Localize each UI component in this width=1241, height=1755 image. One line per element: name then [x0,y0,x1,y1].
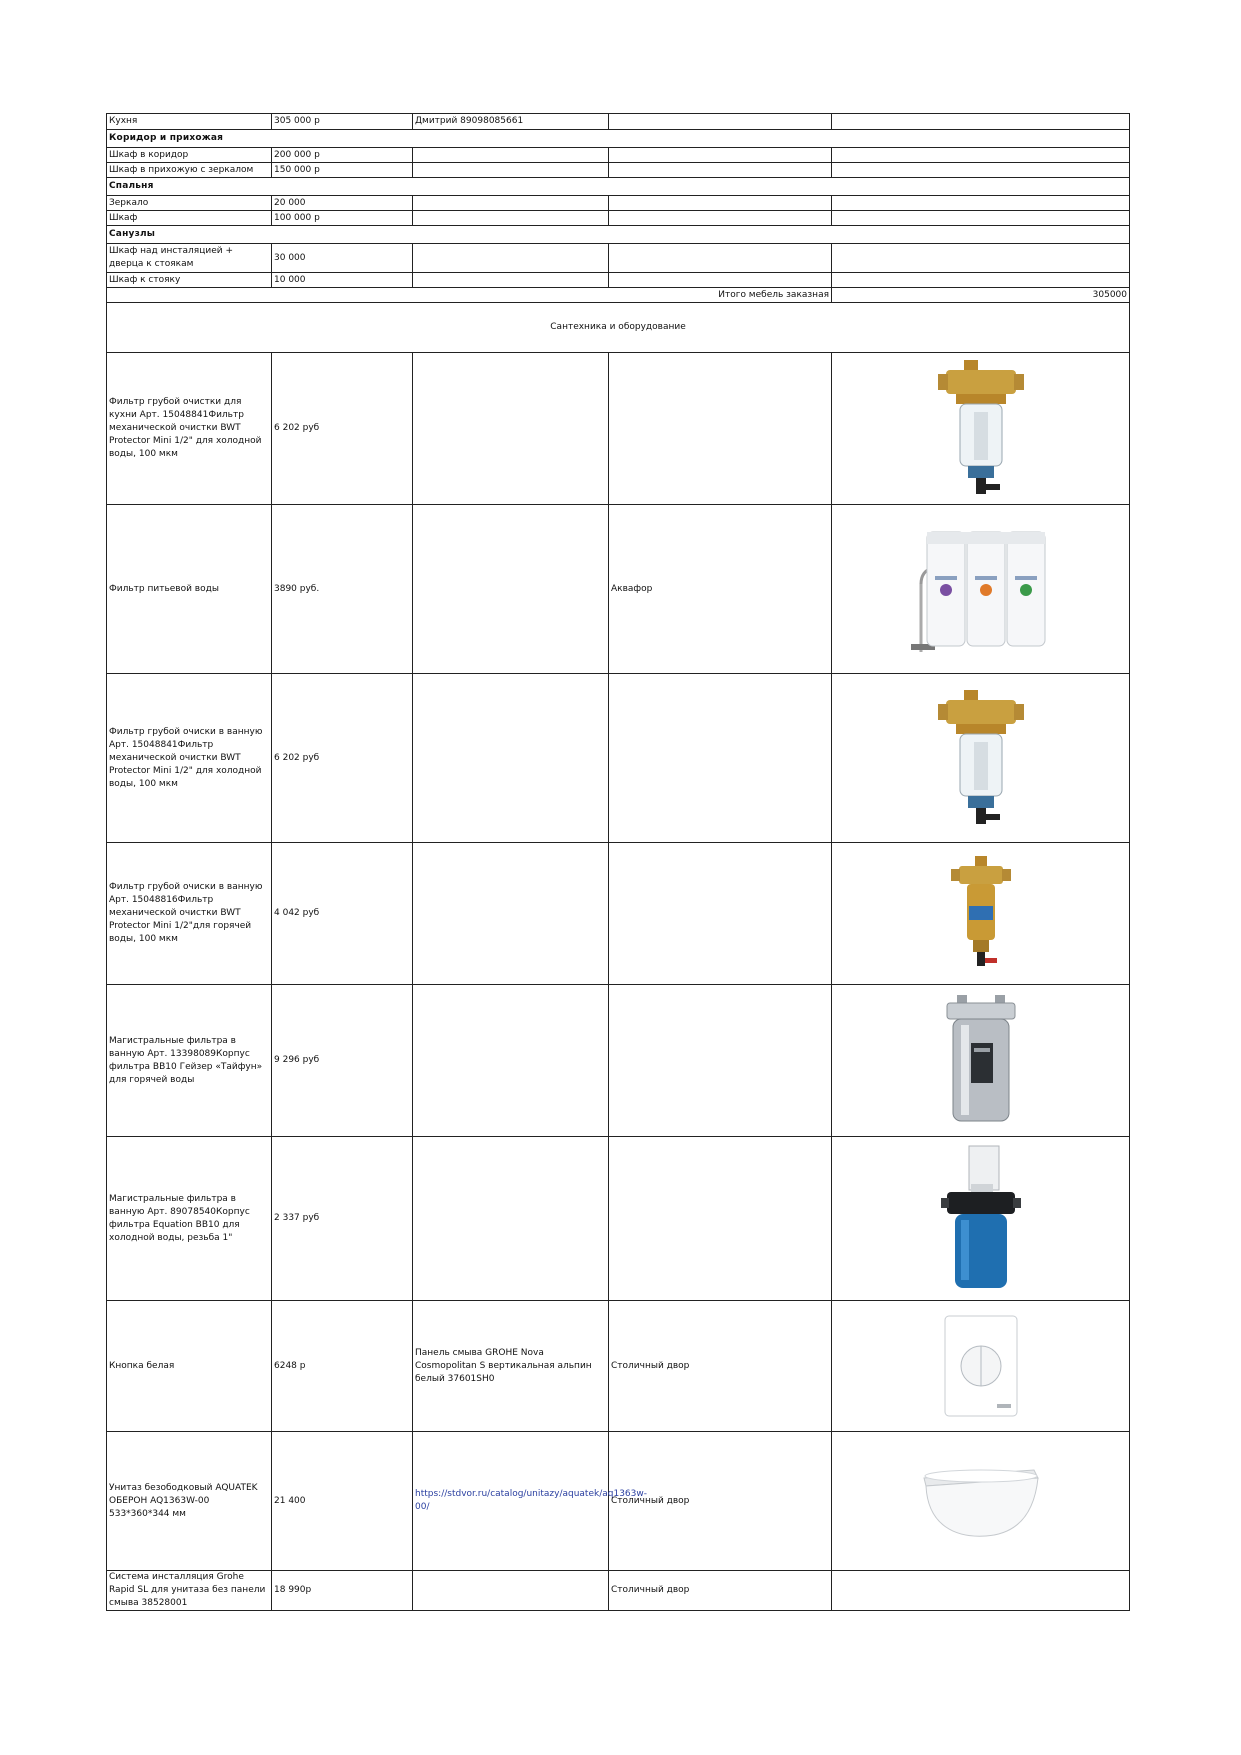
brass-filter-hot-icon [951,854,1011,974]
cell-image [832,505,1130,674]
cell-image [832,1137,1130,1301]
budget-table [106,113,1130,1611]
cell-shop[interactable] [609,674,832,843]
cell-shop[interactable]: Аквафор [609,505,832,674]
cell-image [832,1432,1130,1571]
brass-filter-clear-bowl-icon [936,686,1026,831]
cell-name[interactable]: Шкаф над инсталяцией + дверца к стоякам [107,244,272,273]
table-row [107,1301,1130,1432]
cell-empty[interactable] [832,114,1130,130]
cell-empty[interactable] [413,163,609,178]
total-value[interactable]: 305000 [832,288,1130,303]
cell-empty[interactable] [832,163,1130,178]
cell-shop[interactable] [609,1137,832,1301]
cell-price[interactable]: 20 000 [272,196,413,211]
table-row [107,163,1130,178]
cell-name[interactable]: Фильтр грубой очиски в ванную Арт. 15048816Фильтр механической очистки BWT Protector Mini 1/2"для горячей воды, 100 мкм [107,843,272,985]
cell-empty[interactable] [832,211,1130,226]
cell-shop[interactable] [609,843,832,985]
cell-name[interactable]: Фильтр питьевой воды [107,505,272,674]
cell-note[interactable]: Панель смыва GROHE Nova Cosmopolitan S вертикальная альпин белый 37601SH0 [413,1301,609,1432]
flush-button-panel-icon [941,1314,1021,1419]
cell-name[interactable]: Фильтр грубой очистки для кухни Арт. 15048841Фильтр механической очистки BWT Protector Mini 1/2" для холодной воды, 100 мкм [107,353,272,505]
cell-empty[interactable] [413,273,609,288]
cell-price[interactable]: 3890 руб. [272,505,413,674]
cell-price[interactable]: 100 000 р [272,211,413,226]
cell-note[interactable] [413,985,609,1137]
wall-hung-toilet-icon [916,1456,1046,1546]
cell-empty[interactable] [413,148,609,163]
section-row [107,226,1130,244]
total-label: Итого мебель заказная [107,288,832,303]
section-row [107,178,1130,196]
cell-price[interactable]: 6248 р [272,1301,413,1432]
cell-name[interactable]: Кнопка белая [107,1301,272,1432]
table-row [107,273,1130,288]
cell-image [832,985,1130,1137]
cell-name[interactable]: Унитаз безободковый AQUATEK ОБЕРОН AQ1363W-00 533*360*344 мм [107,1432,272,1571]
cell-link[interactable]: https://stdvor.ru/catalog/unitazy/aquatek/aq1363w-00/ [413,1432,609,1571]
table-row [107,353,1130,505]
cell-note[interactable] [413,1571,609,1611]
cell-empty[interactable] [832,196,1130,211]
table-row [107,674,1130,843]
cell-note[interactable] [413,674,609,843]
cell-price[interactable]: 4 042 руб [272,843,413,985]
cell-note[interactable] [413,505,609,674]
cell-shop[interactable] [609,985,832,1137]
cell-price[interactable]: 30 000 [272,244,413,273]
cell-empty[interactable] [609,196,832,211]
table-row [107,1432,1130,1571]
cell-empty[interactable] [832,1571,1130,1611]
cell-empty[interactable] [609,211,832,226]
cell-name[interactable]: Магистральные фильтра в ванную Арт. 89078540Корпус фильтра Equation BB10 для холодной воды, резьба 1" [107,1137,272,1301]
table-row [107,1137,1130,1301]
cell-image [832,353,1130,505]
cell-empty[interactable] [609,163,832,178]
plumbing-heading-row [107,303,1130,353]
cell-image [832,1301,1130,1432]
table-row [107,244,1130,273]
blue-filter-housing-icon [941,1144,1021,1294]
cell-empty[interactable] [609,273,832,288]
cell-price[interactable]: 18 990р [272,1571,413,1611]
cell-empty[interactable] [413,211,609,226]
cell-empty[interactable] [832,244,1130,273]
cell-name[interactable]: Шкаф в прихожую с зеркалом [107,163,272,178]
table-row [107,196,1130,211]
cell-note[interactable] [413,1137,609,1301]
cell-shop[interactable]: Столичный двор [609,1301,832,1432]
cell-price[interactable]: 10 000 [272,273,413,288]
table-row [107,148,1130,163]
section-title: Коридор и прихожая [107,130,1130,148]
cell-contact[interactable]: Дмитрий 89098085661 [413,114,609,130]
table-row [107,985,1130,1137]
table-row [107,505,1130,674]
cell-image [832,843,1130,985]
cell-empty[interactable] [413,244,609,273]
cell-image [832,674,1130,843]
table-row [107,211,1130,226]
cell-name[interactable]: Зеркало [107,196,272,211]
cell-price[interactable]: 305 000 р [272,114,413,130]
cell-empty[interactable] [832,148,1130,163]
cell-shop[interactable]: Столичный двор [609,1571,832,1611]
cell-name[interactable]: Шкаф к стояку [107,273,272,288]
section-title: Спальня [107,178,1130,196]
cell-name[interactable]: Фильтр грубой очиски в ванную Арт. 15048841Фильтр механической очистки BWT Protector Mini 1/2" для холодной воды, 100 мкм [107,674,272,843]
total-row [107,288,1130,303]
cell-empty[interactable] [609,244,832,273]
row-kitchen [107,114,1130,130]
cell-note[interactable] [413,353,609,505]
cell-price[interactable]: 6 202 руб [272,674,413,843]
plumbing-heading: Сантехника и оборудование [107,303,1130,353]
table-row [107,843,1130,985]
cell-empty[interactable] [413,196,609,211]
cell-empty[interactable] [609,114,832,130]
cell-name[interactable]: Кухня [107,114,272,130]
cell-price[interactable]: 150 000 р [272,163,413,178]
cell-price[interactable]: 21 400 [272,1432,413,1571]
cell-price[interactable]: 2 337 руб [272,1137,413,1301]
cell-shop[interactable]: Столичный двор [609,1432,832,1571]
cell-name[interactable]: Магистральные фильтра в ванную Арт. 13398089Корпус фильтра BB10 Гейзер «Тайфун» для горячей воды [107,985,272,1137]
section-row [107,130,1130,148]
cell-name[interactable]: Система инсталляция Grohe Rapid SL для унитаза без панели смыва 38528001 [107,1571,272,1611]
cell-price[interactable]: 9 296 руб [272,985,413,1137]
cell-name[interactable]: Шкаф в коридор [107,148,272,163]
cell-empty[interactable] [832,273,1130,288]
table-row [107,1571,1130,1611]
cell-price[interactable]: 200 000 р [272,148,413,163]
cell-name[interactable]: Шкаф [107,211,272,226]
steel-filter-housing-icon [941,993,1021,1128]
triple-drinking-filter-icon [911,524,1051,654]
section-title: Санузлы [107,226,1130,244]
cell-shop[interactable] [609,353,832,505]
brass-filter-clear-bowl-icon [936,356,1026,501]
cell-note[interactable] [413,843,609,985]
cell-price[interactable]: 6 202 руб [272,353,413,505]
cell-empty[interactable] [609,148,832,163]
